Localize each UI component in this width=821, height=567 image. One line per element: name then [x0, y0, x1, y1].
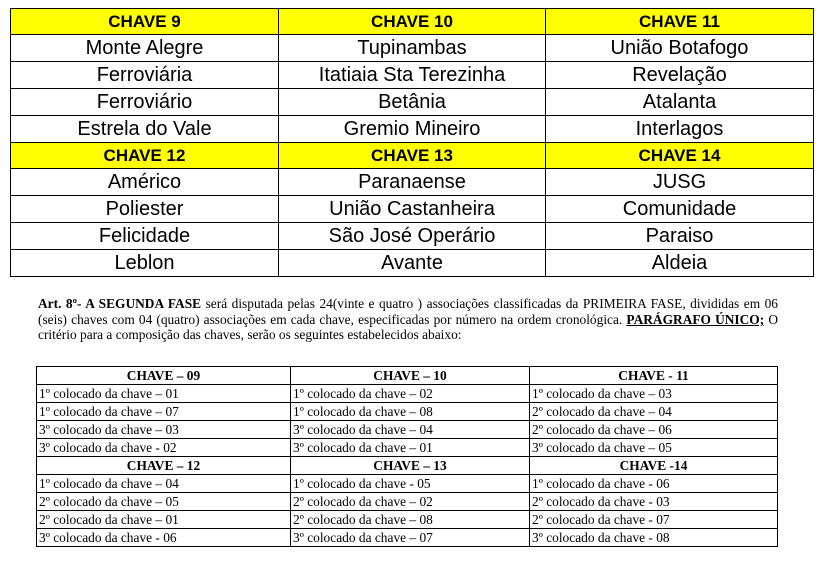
table-row: [37, 475, 778, 493]
placement-cell: 1º colocado da chave – 02: [291, 385, 530, 403]
team-cell: Interlagos: [546, 116, 814, 143]
chave-header: CHAVE 14: [546, 143, 814, 169]
placement-cell: 1º colocado da chave – 07: [37, 403, 291, 421]
placement-cell: 2º colocado da chave - 07: [530, 511, 778, 529]
placement-cell: 1º colocado da chave - 05: [291, 475, 530, 493]
team-cell: Gremio Mineiro: [279, 116, 546, 143]
placement-cell: 3º colocado da chave - 06: [37, 529, 291, 547]
placement-cell: 3º colocado da chave – 03: [37, 421, 291, 439]
table-row: [11, 89, 814, 116]
article-title: Art. 8º- A SEGUNDA FASE: [38, 296, 202, 311]
article-text-1: será disputada pelas 24(vinte e quatro ) associações classificadas da PRIMEIRA FASE, divididas em 06 (seis) chaves com 04 (quatro) associações em cada chave, especificadas por número na ordem cronológica.: [38, 296, 778, 327]
team-cell: Aldeia: [546, 250, 814, 277]
placement-cell: 2º colocado da chave – 05: [37, 493, 291, 511]
placement-cell: 1º colocado da chave – 08: [291, 403, 530, 421]
placement-cell: 1º colocado da chave – 03: [530, 385, 778, 403]
placement-cell: 3º colocado da chave - 08: [530, 529, 778, 547]
chave-header: CHAVE -14: [530, 457, 778, 475]
placement-cell: 1º colocado da chave - 06: [530, 475, 778, 493]
team-cell: Estrela do Vale: [11, 116, 279, 143]
table-row: [37, 403, 778, 421]
chave-header: CHAVE 11: [546, 9, 814, 35]
table-row: [37, 421, 778, 439]
chave-header: CHAVE 10: [279, 9, 546, 35]
table-row: [11, 250, 814, 277]
team-cell: Felicidade: [11, 223, 279, 250]
placement-cell: 2º colocado da chave – 01: [37, 511, 291, 529]
team-cell: JUSG: [546, 169, 814, 196]
team-cell: Ferroviária: [11, 62, 279, 89]
header-row: [11, 9, 814, 35]
team-cell: Monte Alegre: [11, 35, 279, 62]
team-cell: Américo: [11, 169, 279, 196]
paragraph-label: PARÁGRAFO ÚNICO;: [626, 311, 765, 327]
team-cell: Betânia: [279, 89, 546, 116]
team-cell: Ferroviário: [11, 89, 279, 116]
placement-cell: 3º colocado da chave – 04: [291, 421, 530, 439]
chave-header: CHAVE – 10: [291, 367, 530, 385]
table-row: [11, 35, 814, 62]
team-cell: Avante: [279, 250, 546, 277]
chave-header: CHAVE 9: [11, 9, 279, 35]
placement-cell: 3º colocado da chave – 01: [291, 439, 530, 457]
table-row: [37, 529, 778, 547]
table-row: [11, 196, 814, 223]
table-row: [37, 385, 778, 403]
team-cell: Itatiaia Sta Terezinha: [279, 62, 546, 89]
placement-cell: 2º colocado da chave – 04: [530, 403, 778, 421]
placement-cell: 1º colocado da chave – 04: [37, 475, 291, 493]
placement-cell: 2º colocado da chave – 02: [291, 493, 530, 511]
chave-header: CHAVE – 13: [291, 457, 530, 475]
team-cell: Comunidade: [546, 196, 814, 223]
header-row: [11, 143, 814, 169]
team-cell: São José Operário: [279, 223, 546, 250]
placement-cell: 2º colocado da chave - 03: [530, 493, 778, 511]
table-row: [11, 169, 814, 196]
team-cell: União Castanheira: [279, 196, 546, 223]
placement-cell: 3º colocado da chave - 02: [37, 439, 291, 457]
table-row: [11, 223, 814, 250]
placement-cell: 1º colocado da chave – 01: [37, 385, 291, 403]
article-8-paragraph: [38, 296, 778, 343]
table-row: [37, 439, 778, 457]
team-cell: Tupinambas: [279, 35, 546, 62]
chave-header: CHAVE – 09: [37, 367, 291, 385]
table-row: [11, 116, 814, 143]
top-chaves-table: [10, 8, 814, 277]
chave-header: CHAVE 13: [279, 143, 546, 169]
team-cell: Leblon: [11, 250, 279, 277]
team-cell: Poliester: [11, 196, 279, 223]
placement-cell: 2º colocado da chave – 06: [530, 421, 778, 439]
placement-cell: 3º colocado da chave – 05: [530, 439, 778, 457]
team-cell: Revelação: [546, 62, 814, 89]
table-row: [37, 493, 778, 511]
placement-cell: 2º colocado da chave – 08: [291, 511, 530, 529]
bottom-composition-table: [36, 366, 778, 547]
chave-header: CHAVE – 12: [37, 457, 291, 475]
team-cell: União Botafogo: [546, 35, 814, 62]
team-cell: Paraiso: [546, 223, 814, 250]
team-cell: Atalanta: [546, 89, 814, 116]
article-text-2: O critério para a composição das chaves, serão os seguintes estabelecidos abaixo:: [38, 311, 778, 343]
team-cell: Paranaense: [279, 169, 546, 196]
header-row: [37, 457, 778, 475]
table-row: [37, 511, 778, 529]
chave-header: CHAVE - 11: [530, 367, 778, 385]
chave-header: CHAVE 12: [11, 143, 279, 169]
placement-cell: 3º colocado da chave – 07: [291, 529, 530, 547]
table-row: [11, 62, 814, 89]
header-row: [37, 367, 778, 385]
